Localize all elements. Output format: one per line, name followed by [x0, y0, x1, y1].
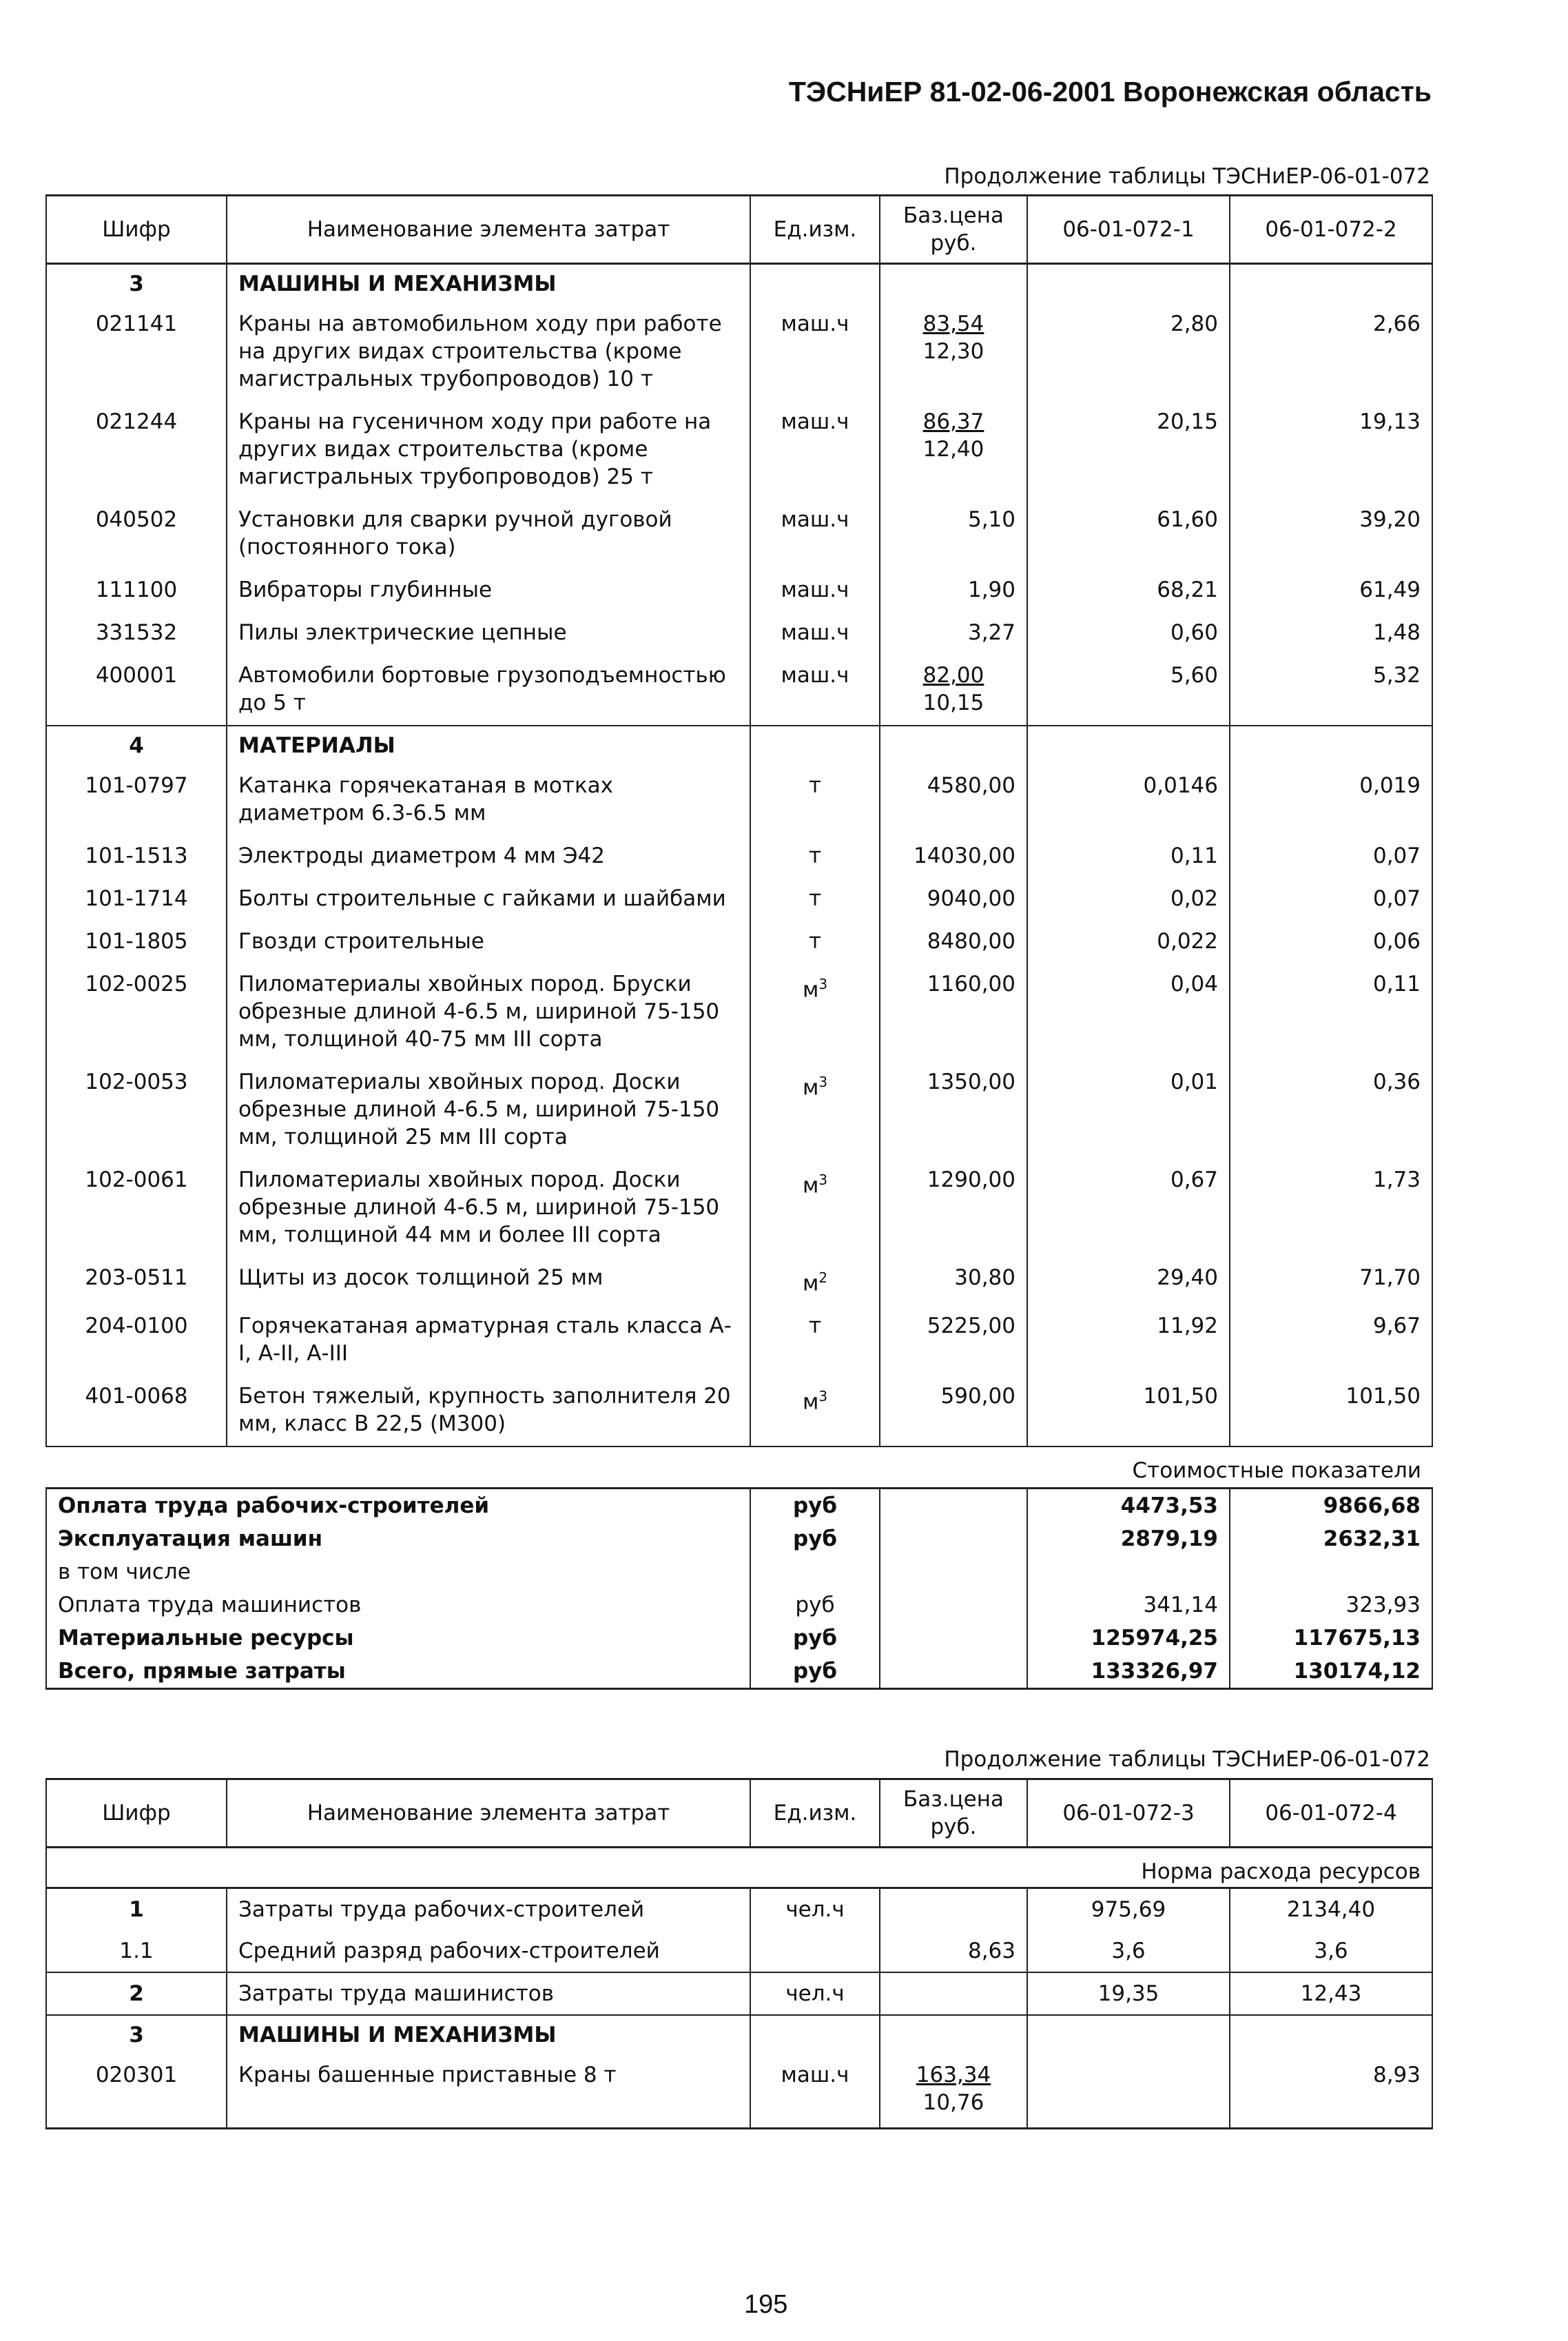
cost-unit	[750, 1555, 880, 1588]
row-unit: $м^3$	[750, 1159, 880, 1257]
cost-value-1: 341,14	[1027, 1588, 1230, 1622]
cost-unit: руб	[750, 1622, 880, 1655]
section-number: 3	[46, 264, 227, 304]
row-price	[880, 1972, 1027, 2015]
row-name: Горячекатаная арматурная сталь класса А-I, А-II, А-III	[227, 1305, 750, 1376]
row-value-2: 61,49	[1230, 569, 1432, 612]
col-price-header: Баз.цена руб.	[880, 1779, 1027, 1848]
row-unit: маш.ч	[750, 499, 880, 569]
row-value-2: 101,50	[1230, 1376, 1432, 1446]
section-title: МАТЕРИАЛЫ	[227, 726, 750, 765]
cost-unit: руб	[750, 1489, 880, 1523]
cost-label: Эксплуатация машин	[46, 1522, 750, 1555]
row-code: 111100	[46, 569, 227, 612]
row-value-2: 1,48	[1230, 612, 1432, 655]
row-code: 040502	[46, 499, 227, 569]
table1-continuation-label: Продолжение таблицы ТЭСНиЕР-06-01-072	[944, 164, 1430, 189]
row-price: 8480,00	[880, 921, 1027, 963]
row-unit: т	[750, 921, 880, 963]
table-row	[46, 1888, 1432, 1931]
cost-row	[46, 1555, 1432, 1588]
table-row	[46, 963, 1432, 1061]
section-machines-row	[46, 264, 1432, 304]
table-row	[46, 765, 1432, 835]
row-price: 1350,00	[880, 1061, 1027, 1159]
row-code: 331532	[46, 612, 227, 655]
row-code: 102-0053	[46, 1061, 227, 1159]
row-price: 30,80	[880, 1257, 1027, 1305]
row-unit: маш.ч	[750, 303, 880, 401]
norm-header-row	[46, 1848, 1432, 1888]
cost-value-1: 4473,53	[1027, 1489, 1230, 1523]
section-number: 3	[46, 2015, 227, 2054]
row-code: 203-0511	[46, 1257, 227, 1305]
row-code: 101-1513	[46, 835, 227, 878]
table-row	[46, 878, 1432, 921]
table-row	[46, 499, 1432, 569]
row-price: 8,63	[880, 1930, 1027, 1972]
row-name: Краны башенные приставные 8 т	[227, 2054, 750, 2129]
cost-label: Оплата труда рабочих-строителей	[46, 1489, 750, 1523]
row-value-2: 5,32	[1230, 655, 1432, 726]
row-code: 2	[46, 1972, 227, 2015]
row-name: Гвозди строительные	[227, 921, 750, 963]
row-value-2: 2134,40	[1230, 1888, 1432, 1931]
cost-unit: руб	[750, 1522, 880, 1555]
row-unit: маш.ч	[750, 569, 880, 612]
cost-value-1: 2879,19	[1027, 1522, 1230, 1555]
cost-row	[46, 1588, 1432, 1622]
row-value-1: 975,69	[1027, 1888, 1230, 1931]
row-value-1: 11,92	[1027, 1305, 1230, 1376]
table-row	[46, 1061, 1432, 1159]
cost-unit: руб	[750, 1655, 880, 1689]
col-unit-header: Ед.изм.	[750, 196, 880, 264]
row-value-1: 0,02	[1027, 878, 1230, 921]
row-price: 163,34 10,76	[880, 2054, 1027, 2129]
row-price: 83,54 12,30	[880, 303, 1027, 401]
row-value-1: 0,60	[1027, 612, 1230, 655]
row-value-1	[1027, 2054, 1230, 2129]
cost-value-2: 9866,68	[1230, 1489, 1432, 1523]
row-value-2: 1,73	[1230, 1159, 1432, 1257]
row-unit: маш.ч	[750, 612, 880, 655]
row-unit: чел.ч	[750, 1888, 880, 1931]
cost-value-2: 2632,31	[1230, 1522, 1432, 1555]
row-code: 101-1805	[46, 921, 227, 963]
table-row	[46, 401, 1432, 499]
cost-value-2	[1230, 1555, 1432, 1588]
row-price: 82,00 10,15	[880, 655, 1027, 726]
row-name: Средний разряд рабочих-строителей	[227, 1930, 750, 1972]
row-name: Вибраторы глубинные	[227, 569, 750, 612]
row-unit: $м^3$	[750, 1061, 880, 1159]
row-name: Автомобили бортовые грузоподъемностью до 5 т	[227, 655, 750, 726]
row-code: 400001	[46, 655, 227, 726]
cost-label: Оплата труда машинистов	[46, 1588, 750, 1622]
row-unit: маш.ч	[750, 2054, 880, 2129]
row-value-2: 0,07	[1230, 835, 1432, 878]
resource-table-1	[45, 194, 1433, 1690]
resource-table-2	[45, 1778, 1433, 2129]
table-row	[46, 921, 1432, 963]
cost-row	[46, 1489, 1432, 1523]
row-unit: $м^3$	[750, 963, 880, 1061]
row-value-1: 0,11	[1027, 835, 1230, 878]
row-value-2: 19,13	[1230, 401, 1432, 499]
row-price: 1,90	[880, 569, 1027, 612]
row-value-1: 68,21	[1027, 569, 1230, 612]
page-number: 195	[744, 2290, 788, 2319]
row-value-1: 19,35	[1027, 1972, 1230, 2015]
row-value-2: 71,70	[1230, 1257, 1432, 1305]
row-value-2: 0,019	[1230, 765, 1432, 835]
cost-indicators-label: Стоимостные показатели	[46, 1446, 1432, 1489]
table-row	[46, 303, 1432, 401]
section-title: МАШИНЫ И МЕХАНИЗМЫ	[227, 2015, 750, 2054]
row-code: 401-0068	[46, 1376, 227, 1446]
row-unit: $м^2$	[750, 1257, 880, 1305]
table2-continuation-label: Продолжение таблицы ТЭСНиЕР-06-01-072	[944, 1747, 1430, 1772]
row-price: 5225,00	[880, 1305, 1027, 1376]
row-price: 1160,00	[880, 963, 1027, 1061]
row-price: 86,37 12,40	[880, 401, 1027, 499]
col-072-1-header: 06-01-072-1	[1027, 196, 1230, 264]
table2-header-row	[46, 1779, 1432, 1848]
col-072-3-header: 06-01-072-3	[1027, 1779, 1230, 1848]
col-code-header: Шифр	[46, 196, 227, 264]
row-name: Краны на автомобильном ходу при работе на других видах строительства (кроме магистральных трубопроводов) 10 т	[227, 303, 750, 401]
row-price: 3,27	[880, 612, 1027, 655]
row-value-1: 2,80	[1027, 303, 1230, 401]
document-header-title: ТЭСНиЕР 81-02-06-2001 Воронежская область	[788, 76, 1432, 108]
row-name: Щиты из досок толщиной 25 мм	[227, 1257, 750, 1305]
row-name: Пиломатериалы хвойных пород. Доски обрезные длиной 4-6.5 м, шириной 75-150 мм, толщиной 44 мм и более III сорта	[227, 1159, 750, 1257]
row-price: 14030,00	[880, 835, 1027, 878]
row-code: 1	[46, 1888, 227, 1931]
row-price: 9040,00	[880, 878, 1027, 921]
row-value-1: 5,60	[1027, 655, 1230, 726]
row-code: 204-0100	[46, 1305, 227, 1376]
col-name-header: Наименование элемента затрат	[227, 1779, 750, 1848]
row-value-1: 29,40	[1027, 1257, 1230, 1305]
row-code: 102-0025	[46, 963, 227, 1061]
row-value-2: 2,66	[1230, 303, 1432, 401]
row-code: 021141	[46, 303, 227, 401]
row-code: 101-1714	[46, 878, 227, 921]
row-price: 590,00	[880, 1376, 1027, 1446]
row-name: Катанка горячекатаная в мотках диаметром 6.3-6.5 мм	[227, 765, 750, 835]
table-row	[46, 1930, 1432, 1972]
cost-row	[46, 1622, 1432, 1655]
table-row	[46, 612, 1432, 655]
row-unit: т	[750, 878, 880, 921]
row-price: 4580,00	[880, 765, 1027, 835]
table-row	[46, 655, 1432, 726]
cost-value-2: 130174,12	[1230, 1655, 1432, 1689]
table-row	[46, 1376, 1432, 1446]
section-title: МАШИНЫ И МЕХАНИЗМЫ	[227, 264, 750, 304]
row-name: Краны на гусеничном ходу при работе на других видах строительства (кроме магистральных трубопроводов) 25 т	[227, 401, 750, 499]
row-name: Бетон тяжелый, крупность заполнителя 20 мм, класс В 22,5 (М300)	[227, 1376, 750, 1446]
table-row	[46, 2054, 1432, 2129]
row-unit: маш.ч	[750, 401, 880, 499]
row-value-2: 0,11	[1230, 963, 1432, 1061]
table-row	[46, 1159, 1432, 1257]
row-unit: $м^3$	[750, 1376, 880, 1446]
row-value-2: 12,43	[1230, 1972, 1432, 2015]
row-name: Болты строительные с гайками и шайбами	[227, 878, 750, 921]
row-price	[880, 1888, 1027, 1931]
row-value-2: 9,67	[1230, 1305, 1432, 1376]
row-code: 021244	[46, 401, 227, 499]
row-price: 5,10	[880, 499, 1027, 569]
section-materials-row	[46, 726, 1432, 765]
row-name: Электроды диаметром 4 мм Э42	[227, 835, 750, 878]
col-price-header: Баз.цена руб.	[880, 196, 1027, 264]
cost-value-1: 133326,97	[1027, 1655, 1230, 1689]
row-value-2: 0,06	[1230, 921, 1432, 963]
table-row	[46, 835, 1432, 878]
row-unit: т	[750, 765, 880, 835]
row-name: Пиломатериалы хвойных пород. Бруски обрезные длиной 4-6.5 м, шириной 75-150 мм, толщиной 40-75 мм III сорта	[227, 963, 750, 1061]
row-code: 102-0061	[46, 1159, 227, 1257]
cost-value-1: 125974,25	[1027, 1622, 1230, 1655]
col-072-2-header: 06-01-072-2	[1230, 196, 1432, 264]
col-code-header: Шифр	[46, 1779, 227, 1848]
row-code: 1.1	[46, 1930, 227, 1972]
col-072-4-header: 06-01-072-4	[1230, 1779, 1432, 1848]
row-value-1: 0,01	[1027, 1061, 1230, 1159]
row-value-1: 0,0146	[1027, 765, 1230, 835]
row-name: Пиломатериалы хвойных пород. Доски обрезные длиной 4-6.5 м, шириной 75-150 мм, толщиной 25 мм III сорта	[227, 1061, 750, 1159]
row-code: 020301	[46, 2054, 227, 2129]
cost-value-2: 117675,13	[1230, 1622, 1432, 1655]
row-value-2: 39,20	[1230, 499, 1432, 569]
row-name: Затраты труда рабочих-строителей	[227, 1888, 750, 1931]
row-value-1: 0,022	[1027, 921, 1230, 963]
section-number: 4	[46, 726, 227, 765]
row-value-2: 3,6	[1230, 1930, 1432, 1972]
table-row	[46, 1257, 1432, 1305]
row-unit: т	[750, 835, 880, 878]
row-price: 1290,00	[880, 1159, 1027, 1257]
cost-value-2: 323,93	[1230, 1588, 1432, 1622]
row-value-2: 0,36	[1230, 1061, 1432, 1159]
col-name-header: Наименование элемента затрат	[227, 196, 750, 264]
row-unit: маш.ч	[750, 655, 880, 726]
row-value-2: 0,07	[1230, 878, 1432, 921]
section-machines-row	[46, 2015, 1432, 2054]
col-unit-header: Ед.изм.	[750, 1779, 880, 1848]
row-unit: чел.ч	[750, 1972, 880, 2015]
norm-label: Норма расхода ресурсов	[46, 1848, 1432, 1888]
table-row	[46, 1305, 1432, 1376]
table-row	[46, 1972, 1432, 2015]
row-code: 101-0797	[46, 765, 227, 835]
row-value-1: 0,04	[1027, 963, 1230, 1061]
row-name: Затраты труда машинистов	[227, 1972, 750, 2015]
cost-label: в том числе	[46, 1555, 750, 1588]
row-value-1: 101,50	[1027, 1376, 1230, 1446]
row-value-1: 0,67	[1027, 1159, 1230, 1257]
row-value-1: 20,15	[1027, 401, 1230, 499]
cost-value-1	[1027, 1555, 1230, 1588]
row-name: Установки для сварки ручной дуговой (постоянного тока)	[227, 499, 750, 569]
table1-header-row	[46, 196, 1432, 264]
row-name: Пилы электрические цепные	[227, 612, 750, 655]
cost-label: Всего, прямые затраты	[46, 1655, 750, 1689]
row-value-1: 3,6	[1027, 1930, 1230, 1972]
cost-row	[46, 1522, 1432, 1555]
table-row	[46, 569, 1432, 612]
cost-indicators-header-row	[46, 1446, 1432, 1489]
cost-unit: руб	[750, 1588, 880, 1622]
row-unit: т	[750, 1305, 880, 1376]
row-value-1: 61,60	[1027, 499, 1230, 569]
cost-label: Материальные ресурсы	[46, 1622, 750, 1655]
row-value-2: 8,93	[1230, 2054, 1432, 2129]
cost-row	[46, 1655, 1432, 1689]
row-unit	[750, 1930, 880, 1972]
